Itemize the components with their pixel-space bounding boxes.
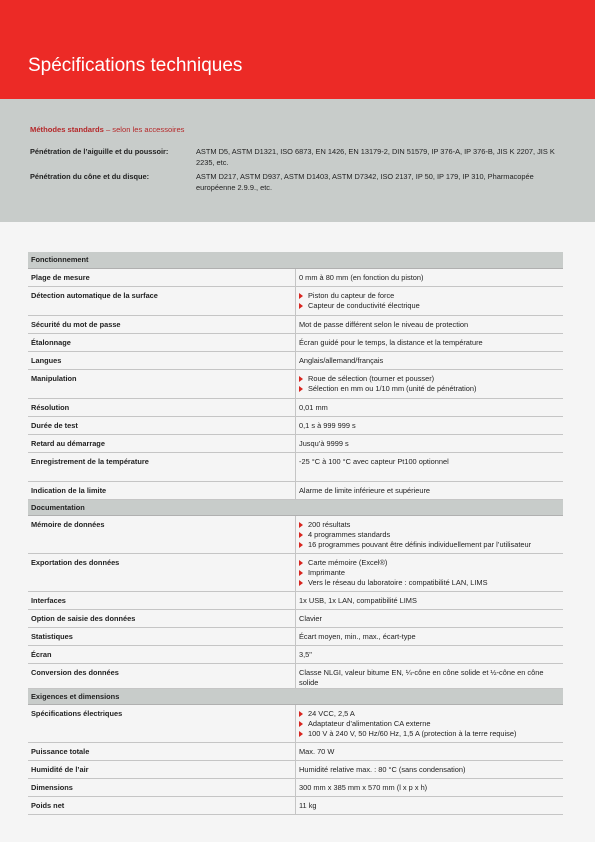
methods-title-strong: Méthodes standards (30, 125, 104, 134)
spec-value: Écran guidé pour le temps, la distance et la température (299, 337, 483, 347)
spec-row (28, 553, 563, 591)
spec-key-cell (28, 742, 296, 760)
spec-key-cell (28, 515, 296, 553)
spec-value: 0,1 s à 999 999 s (299, 420, 356, 430)
spec-key-cell (28, 351, 296, 369)
spec-key-cell (28, 645, 296, 663)
list-item-text: Capteur de conductivité électrique (308, 300, 420, 310)
spec-key-cell (28, 333, 296, 351)
list-item-text: Carte mémoire (Excel®) (308, 557, 388, 567)
method-value: ASTM D5, ASTM D1321, ISO 6873, EN 1426, EN 13179-2, DIN 51579, IP 376-A, IP 376-B, JIS K 2207, JIS K 2235, etc. (196, 147, 555, 167)
spec-key-cell (28, 760, 296, 778)
spec-table (28, 252, 563, 815)
list-item-text: 100 V à 240 V, 50 Hz/60 Hz, 1,5 A (protection à la terre requise) (308, 728, 517, 738)
spec-value: 3,5" (299, 649, 312, 659)
list-item-text: Sélection en mm ou 1/10 mm (unité de pénétration) (308, 383, 477, 393)
spec-row (28, 645, 563, 663)
spec-key-cell (28, 778, 296, 796)
bullet-triangle-icon (299, 721, 303, 727)
method-value: ASTM D217, ASTM D937, ASTM D1403, ASTM D7342, ISO 2137, IP 50, IP 179, IP 310, Pharmacopée européenne 2.9.9., etc. (196, 172, 534, 192)
spec-row (28, 796, 563, 814)
spec-key: Statistiques (31, 631, 73, 641)
spec-key: Écran (31, 649, 52, 659)
spec-key: Détection automatique de la surface (31, 290, 158, 300)
spec-value-cell (296, 742, 564, 760)
spec-value: 1x USB, 1x LAN, compatibilité LIMS (299, 595, 417, 605)
section-title: Fonctionnement (28, 252, 563, 268)
spec-key-cell (28, 286, 296, 315)
spec-value-cell (296, 452, 564, 481)
spec-value-cell (296, 627, 564, 645)
spec-value-cell (296, 481, 564, 499)
header-band (0, 0, 595, 99)
spec-row (28, 416, 563, 434)
spec-key-cell (28, 452, 296, 481)
methods-title-light: – selon les accessoires (103, 125, 185, 134)
spec-value-cell (296, 553, 564, 591)
list-item-text: 24 VCC, 2,5 A (308, 708, 355, 718)
spec-value: Anglais/allemand/français (299, 355, 384, 365)
section-header (28, 252, 563, 268)
spec-key-cell (28, 398, 296, 416)
spec-value-cell (296, 369, 564, 398)
spec-row (28, 481, 563, 499)
bullet-triangle-icon (299, 580, 303, 586)
spec-value-cell (296, 333, 564, 351)
bullet-triangle-icon (299, 560, 303, 566)
spec-key: Durée de test (31, 420, 78, 430)
list-item (299, 729, 560, 739)
spec-value-cell (296, 398, 564, 416)
spec-value-list (299, 709, 560, 739)
bullet-triangle-icon (299, 293, 303, 299)
spec-key: Poids net (31, 800, 65, 810)
list-item (299, 374, 560, 384)
spec-row (28, 704, 563, 742)
spec-key-cell (28, 434, 296, 452)
spec-value-cell (296, 416, 564, 434)
spec-key-cell (28, 627, 296, 645)
spec-value-cell (296, 315, 564, 333)
spec-value-cell (296, 351, 564, 369)
spec-value: Max. 70 W (299, 746, 335, 756)
bullet-triangle-icon (299, 386, 303, 392)
spec-key: Mémoire de données (31, 519, 105, 529)
spec-key: Option de saisie des données (31, 613, 136, 623)
spec-value-cell (296, 286, 564, 315)
spec-row (28, 333, 563, 351)
spec-value: -25 °C à 100 °C avec capteur Pt100 optionnel (299, 456, 449, 466)
list-item (299, 540, 560, 550)
spec-key: Humidité de l’air (31, 764, 89, 774)
list-item-text: Vers le réseau du laboratoire : compatibilité LAN, LIMS (308, 577, 488, 587)
spec-key: Étalonnage (31, 337, 71, 347)
spec-value: Jusqu’à 9999 s (299, 438, 349, 448)
spec-value-cell (296, 663, 564, 688)
spec-key: Résolution (31, 402, 70, 412)
list-item (299, 578, 560, 588)
bullet-triangle-icon (299, 376, 303, 382)
spec-key: Spécifications électriques (31, 708, 123, 718)
list-item (299, 291, 560, 301)
bullet-triangle-icon (299, 570, 303, 576)
list-item (299, 384, 560, 394)
spec-key-cell (28, 591, 296, 609)
spec-value-cell (296, 778, 564, 796)
spec-key-cell (28, 553, 296, 591)
spec-key: Dimensions (31, 782, 73, 792)
spec-key: Puissance totale (31, 746, 90, 756)
section-title: Exigences et dimensions (28, 688, 563, 704)
list-item-text: 4 programmes standards (308, 529, 391, 539)
methods-title (30, 125, 184, 134)
spec-row (28, 778, 563, 796)
list-item-text: Adaptateur d’alimentation CA externe (308, 718, 431, 728)
method-label: Pénétration du cône et du disque: (30, 172, 150, 181)
spec-value-list (299, 558, 560, 588)
spec-row (28, 742, 563, 760)
spec-key-cell (28, 663, 296, 688)
spec-value-cell (296, 796, 564, 814)
bullet-triangle-icon (299, 303, 303, 309)
spec-key: Indication de la limite (31, 485, 107, 495)
spec-value-cell (296, 760, 564, 778)
spec-value-list (299, 374, 560, 394)
spec-value: Classe NLGI, valeur bitume EN, ¼-cône en cône solide et ½-cône en cône solide (299, 667, 544, 687)
list-item (299, 520, 560, 530)
spec-value: 300 mm x 385 mm x 570 mm (l x p x h) (299, 782, 428, 792)
spec-key-cell (28, 315, 296, 333)
list-item (299, 301, 560, 311)
spec-row (28, 434, 563, 452)
spec-value-list (299, 291, 560, 311)
spec-row (28, 760, 563, 778)
spec-row (28, 398, 563, 416)
section-title: Documentation (28, 499, 563, 515)
section-header (28, 499, 563, 515)
spec-key: Enregistrement de la température (31, 456, 149, 466)
spec-key: Manipulation (31, 373, 77, 383)
list-item (299, 558, 560, 568)
bullet-triangle-icon (299, 542, 303, 548)
spec-value: Écart moyen, min., max., écart-type (299, 631, 416, 641)
bullet-triangle-icon (299, 522, 303, 528)
spec-value-cell (296, 268, 564, 286)
spec-key: Conversion des données (31, 667, 119, 677)
spec-row (28, 515, 563, 553)
spec-key-cell (28, 796, 296, 814)
spec-row (28, 663, 563, 688)
method-label: Pénétration de l’aiguille et du poussoir: (30, 147, 169, 156)
spec-key: Retard au démarrage (31, 438, 105, 448)
spec-row (28, 351, 563, 369)
spec-row (28, 452, 563, 481)
spec-key-cell (28, 369, 296, 398)
spec-value: Mot de passe différent selon le niveau de protection (299, 319, 469, 329)
spec-value-cell (296, 591, 564, 609)
bullet-triangle-icon (299, 731, 303, 737)
spec-row (28, 591, 563, 609)
list-item-text: Imprimante (308, 567, 345, 577)
page-title: Spécifications techniques (28, 55, 243, 76)
spec-key-cell (28, 268, 296, 286)
spec-row (28, 609, 563, 627)
spec-value: 11 kg (299, 800, 317, 810)
list-item-text: 16 programmes pouvant être définis individuellement par l’utilisateur (308, 539, 532, 549)
spec-key: Plage de mesure (31, 272, 90, 282)
list-item (299, 709, 560, 719)
list-item-text: Piston du capteur de force (308, 290, 395, 300)
spec-key-cell (28, 609, 296, 627)
section-header (28, 688, 563, 704)
list-item-text: 200 résultats (308, 519, 351, 529)
spec-value-list (299, 520, 560, 550)
list-item (299, 568, 560, 578)
spec-row (28, 627, 563, 645)
list-item-text: Roue de sélection (tourner et pousser) (308, 373, 435, 383)
spec-row (28, 369, 563, 398)
spec-row (28, 286, 563, 315)
spec-value: Clavier (299, 613, 322, 623)
bullet-triangle-icon (299, 532, 303, 538)
list-item (299, 530, 560, 540)
spec-value-cell (296, 434, 564, 452)
list-item (299, 719, 560, 729)
spec-row (28, 268, 563, 286)
bullet-triangle-icon (299, 711, 303, 717)
spec-value: 0 mm à 80 mm (en fonction du piston) (299, 272, 424, 282)
spec-value: Humidité relative max. : 80 °C (sans condensation) (299, 764, 466, 774)
spec-key-cell (28, 704, 296, 742)
spec-key: Interfaces (31, 595, 66, 605)
spec-key: Langues (31, 355, 62, 365)
spec-key-cell (28, 481, 296, 499)
spec-value-cell (296, 645, 564, 663)
spec-key: Exportation des données (31, 557, 120, 567)
spec-key-cell (28, 416, 296, 434)
spec-key: Sécurité du mot de passe (31, 319, 121, 329)
spec-value-cell (296, 704, 564, 742)
spec-value-cell (296, 515, 564, 553)
spec-value-cell (296, 609, 564, 627)
spec-value: 0,01 mm (299, 402, 328, 412)
spec-row (28, 315, 563, 333)
spec-value: Alarme de limite inférieure et supérieure (299, 485, 431, 495)
